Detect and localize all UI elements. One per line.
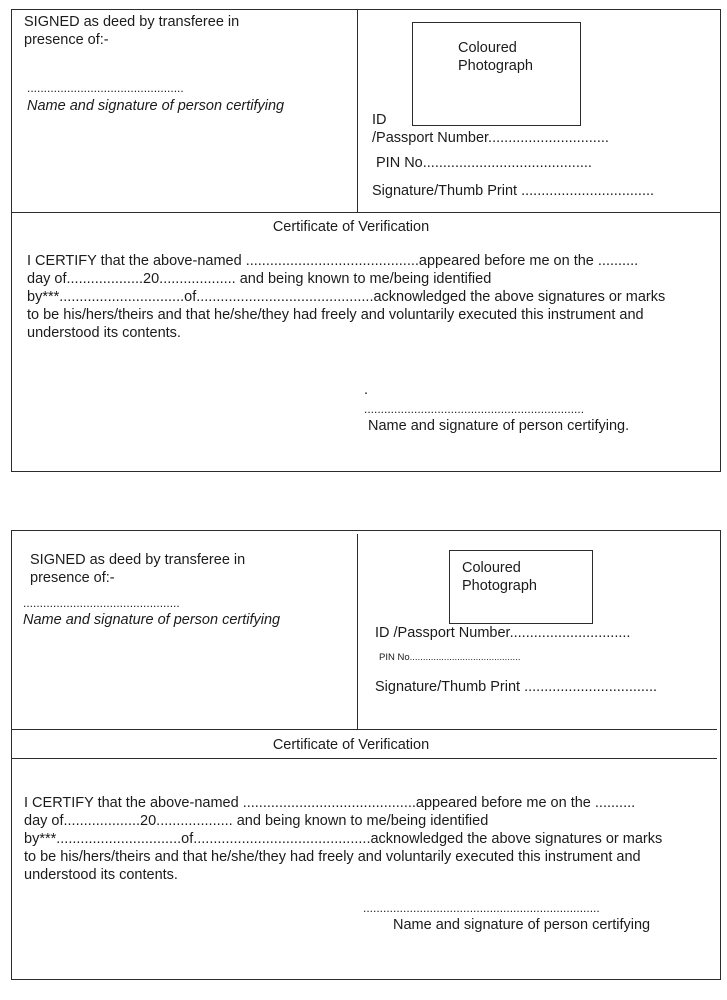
form2-signed-line2: presence of:- (30, 570, 115, 586)
form1-column-divider (357, 9, 358, 212)
form1-photo-box (412, 22, 581, 126)
form2-body-line2: day of...................20................... and being known to me/being identified (24, 813, 489, 829)
form1-pin-field: PIN No.......................................... (376, 155, 592, 171)
form1-photo-label-line1: Coloured (458, 40, 517, 56)
form1-cert-title: Certificate of Verification (272, 219, 430, 235)
form2-certifier-label: Name and signature of person certifying (23, 612, 281, 628)
form1-signature-label: Name and signature of person certifying. (368, 418, 630, 434)
form2-photo-box (449, 550, 593, 624)
form1-body-line3: by***...............................of............................................acknowledged the above signatures or marks (27, 289, 666, 305)
form2-column-divider (357, 534, 358, 729)
form2-body-line4: to be his/hers/theirs and that he/she/they had freely and voluntarily executed this instrument and (24, 849, 641, 865)
form1-photo-label-line2: Photograph (458, 58, 533, 74)
form2-body-line5: understood its contents. (24, 867, 178, 883)
form1-body-line4: to be his/hers/theirs and that he/she/they had freely and voluntarily executed this instrument and (27, 307, 644, 323)
form2-row-divider-top (11, 729, 717, 730)
form1-signature-field: Signature/Thumb Print ................................. (372, 183, 655, 199)
form2-signature-dots: ....................................................................... (363, 901, 600, 915)
form2-signed-line1: SIGNED as deed by transferee in (30, 552, 246, 568)
form2-pin-field: PIN No.......................................... (379, 652, 521, 663)
form1-signed-line2: presence of:- (24, 32, 109, 48)
form1-row-divider (11, 212, 721, 213)
form2-passport-field: ID /Passport Number.............................. (375, 625, 631, 641)
form1-id-label: ID (372, 112, 387, 128)
form1-body-line2: day of...................20................... and being known to me/being identified (27, 271, 492, 287)
form1-certifier-label: Name and signature of person certifying (27, 98, 285, 114)
form2-cert-title: Certificate of Verification (272, 737, 430, 753)
form1-signed-line1: SIGNED as deed by transferee in (24, 14, 240, 30)
form1-passport-field: /Passport Number.............................. (372, 130, 609, 146)
form2-signature-field: Signature/Thumb Print ................................. (375, 679, 658, 695)
form2-signature-label: Name and signature of person certifying (393, 917, 651, 933)
form1-signature-dots: .................................................................. (364, 402, 585, 416)
form1-body-line1: I CERTIFY that the above-named ...........................................appeared before me on the .......... (27, 253, 639, 269)
form2-witness-dots: ............................................... (23, 596, 180, 610)
form2-body-line1: I CERTIFY that the above-named ...........................................appeared before me on the .......... (24, 795, 636, 811)
form1-small-dot: . (364, 382, 369, 398)
form2-body-line3: by***...............................of............................................acknowledged the above signatures or marks (24, 831, 663, 847)
form2-photo-label-line2: Photograph (462, 578, 537, 594)
form1-body-line5: understood its contents. (27, 325, 181, 341)
form1-witness-dots: ............................................... (27, 81, 184, 95)
form2-photo-label-line1: Coloured (462, 560, 521, 576)
form2-row-divider-bottom (11, 758, 717, 759)
